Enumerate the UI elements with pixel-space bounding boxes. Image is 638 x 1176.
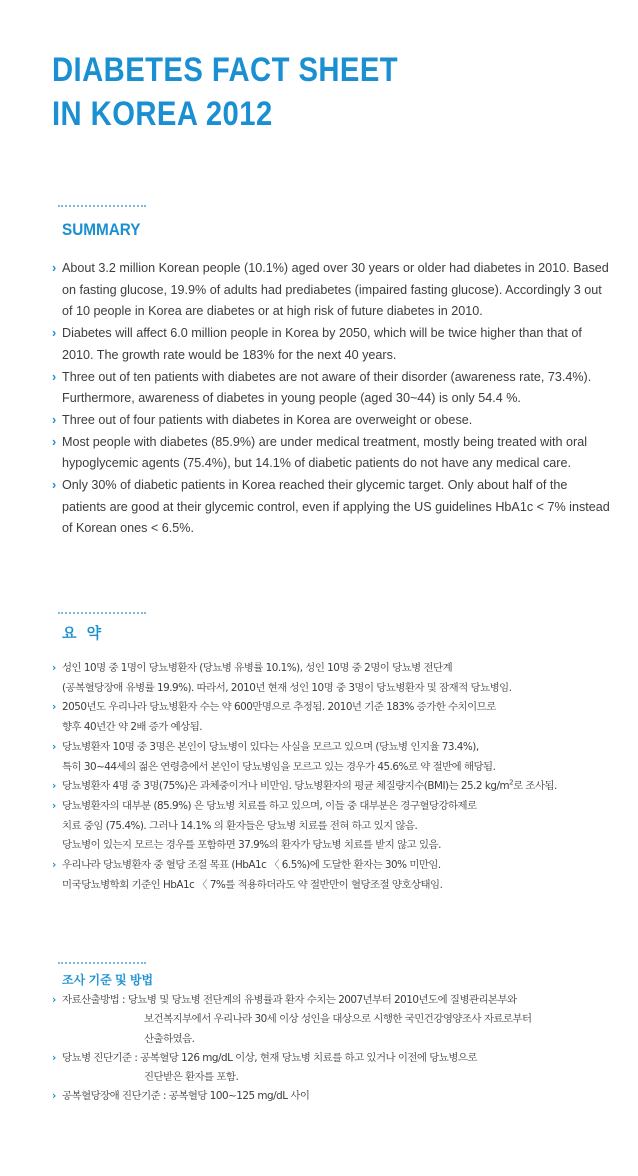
chevron-right-icon: › (52, 478, 57, 493)
chevron-right-icon: › (52, 701, 56, 714)
list-item: › Three out of four patients with diabetes in Korea are overweight or obese. (52, 410, 612, 432)
title-line-1: DIABETES FACT SHEET (52, 51, 399, 89)
list-item: › Three out of ten patients with diabetes are not aware of their disorder (awareness rate, 73.4%). Furthermore, awareness of diabetes in young people (aged 30~44) is only 54.4 %. (52, 367, 612, 410)
list-item: › 당뇨병환자의 대부분 (85.9%) 은 당뇨병 치료를 하고 있으며, 이들 중 대부분은 경구혈당강하제로 치료 중임 (75.4%). 그러나 14.1% 의 환자들은 당뇨병 치료를 전혀 하고 있지 않음. 당뇨병이 있는지 모르는 경우를 포함하면 37.9%의 환자가 당뇨병 치료를 받지 않고 있음. (52, 797, 618, 856)
yoyak-heading: 요 약 (62, 625, 105, 642)
list-item: › 당뇨병환자 4명 중 3명(75%)은 과체중이거나 비만임. 당뇨병환자의 평균 체질량지수(BMI)는 25.2 $kg/m^2$로 조사됨. (52, 777, 618, 797)
yoyak-divider (58, 612, 146, 614)
yoyak-list (52, 659, 618, 895)
method-heading: 조사 기준 및 방법 (62, 973, 154, 987)
chevron-right-icon: › (52, 369, 57, 384)
chevron-right-icon: › (52, 799, 56, 812)
chevron-right-icon: › (52, 1051, 56, 1064)
chevron-right-icon: › (52, 780, 56, 793)
list-item: › 2050년도 우리나라 당뇨병환자 수는 약 600만명으로 추정됨. 2010년 기준 183% 증가한 수치이므로 향후 40년간 약 2배 증가 예상됨. (52, 698, 618, 737)
chevron-right-icon: › (52, 1090, 56, 1103)
chevron-right-icon: › (52, 994, 56, 1006)
chevron-right-icon: › (52, 740, 56, 753)
summary-heading: SUMMARY (62, 220, 141, 239)
list-item: › 공복혈당장애 진단기준 : 공복혈당 100~125 mg/dL 사이 (52, 1087, 612, 1106)
list-item: › 자료산출방법 : 당뇨병 및 당뇨병 전단계의 유병률과 환자 수치는 2007년부터 2010년도에 질병관리본부와 보건복지부에서 우리나라 30세 이상 성인을 대상으로 시행한 국민건강영양조사 자료로부터 산출하였음. (52, 991, 612, 1049)
chevron-right-icon: › (52, 261, 57, 275)
method-list (52, 991, 612, 1107)
list-item: › 우리나라 당뇨병환자 중 혈당 조절 목표 (HbA1c 〈 6.5%)에 도달한 환자는 30% 미만임. 미국당뇨병학회 기준인 HbA1c 〈 7%를 적용하더라도 약 절반만이 혈당조절 양호상태임. (52, 856, 618, 895)
list-item: › 당뇨병 진단기준 : 공복혈당 126 mg/dL 이상, 현재 당뇨병 치료를 하고 있거나 이전에 당뇨병으로 진단받은 환자를 포함. (52, 1049, 612, 1088)
list-item: › About 3.2 million Korean people (10.1%) aged over 30 years or older had diabetes in 2010. Based on fasting glucose, 19.9% of adults had prediabetes (impaired fasting glucose). Accordingly 3 out of 10 people in Korea are diabetes or at high risk of future diabetes in 2010. (52, 258, 612, 323)
summary-list (52, 258, 612, 540)
chevron-right-icon: › (52, 412, 57, 427)
title-line-2: IN KOREA 2012 (52, 95, 273, 133)
method-divider (58, 962, 146, 964)
page-title (52, 48, 398, 136)
list-item: › 당뇨병환자 10명 중 3명은 본인이 당뇨병이 있다는 사실을 모르고 있으며 (당뇨병 인지율 73.4%), 특히 30~44세의 젊은 연령층에서 본인이 당뇨병임을 모르고 있는 경우가 45.6%로 약 절반에 해당됨. (52, 738, 618, 777)
chevron-right-icon: › (52, 326, 57, 341)
list-item: › Only 30% of diabetic patients in Korea reached their glycemic target. Only about half of the patients are good at their glycemic control, even if applying the US guidelines HbA1c < 7% instead of Korean ones < 6.5%. (52, 475, 612, 540)
list-item: › 성인 10명 중 1명이 당뇨병환자 (당뇨병 유병률 10.1%), 성인 10명 중 2명이 당뇨병 전단계 (공복혈당장애 유병률 19.9%). 따라서, 2010년 현재 성인 10명 중 3명이 당뇨병환자 및 잠재적 당뇨병임. (52, 659, 618, 698)
chevron-right-icon: › (52, 434, 57, 449)
chevron-right-icon: › (52, 859, 56, 872)
summary-divider (58, 205, 146, 207)
list-item: › Most people with diabetes (85.9%) are under medical treatment, mostly being treated with oral hypoglycemic agents (75.4%), but 14.1% of diabetic patients do not have any medical care. (52, 432, 612, 475)
chevron-right-icon: › (52, 662, 56, 674)
list-item: › Diabetes will affect 6.0 million people in Korea by 2050, which will be twice higher than that of 2010. The growth rate would be 183% for the next 40 years. (52, 323, 612, 366)
